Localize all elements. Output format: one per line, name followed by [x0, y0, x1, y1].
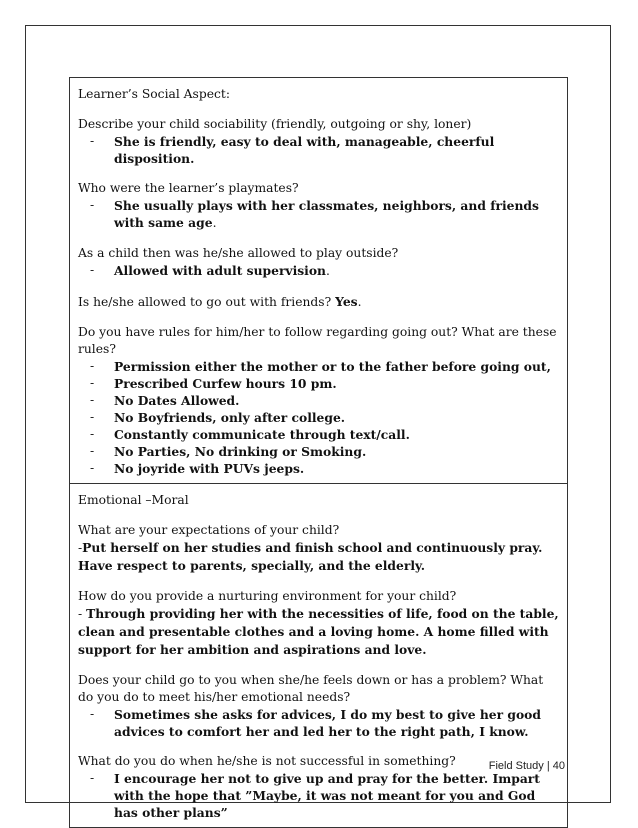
rule-item: - No Boyfriends, only after college. — [78, 409, 561, 426]
answer-not-successful: - I encourage her not to give up and pray for the better. Impart with the hope that ”Maybe, it was not meant for you and God has other plans” — [78, 770, 561, 821]
questionnaire-table — [69, 77, 568, 828]
answer-emotional-needs: - Sometimes she asks for advices, I do my best to give her good advices to comfort her and led her to the right path, I know. — [78, 706, 561, 740]
rule-item: - Constantly communicate through text/call. — [78, 426, 561, 443]
question-sociability: Describe your child sociability (friendly, outgoing or shy, loner) — [78, 117, 472, 131]
question-emotional-needs: Does your child go to you when she/he feels down or has a problem? What do you do to meet his/her emotional needs? — [78, 673, 544, 704]
answer-sociability: - She is friendly, easy to deal with, manageable, cheerful disposition. — [78, 133, 561, 167]
social-aspect-section — [70, 78, 567, 483]
question-go-out: Is he/she allowed to go out with friends? Yes. — [78, 294, 362, 309]
answer-go-out: Yes — [335, 294, 358, 309]
answer-nurturing: - Through providing her with the necessities of life, food on the table, clean and presentable clothes and a loving home. A home filled with support for her ambition and aspirations and love. — [78, 606, 559, 657]
rule-item: - Permission either the mother or to the father before going out, — [78, 358, 561, 375]
answer-play-outside: - Allowed with adult supervision. — [78, 262, 561, 280]
section-heading: Emotional –Moral — [78, 493, 189, 507]
question-nurturing: How do you provide a nurturing environment for your child? — [78, 589, 457, 603]
answer-playmates: - She usually plays with her classmates, neighbors, and friends with same age. — [78, 197, 561, 232]
section-heading: Learner’s Social Aspect: — [78, 87, 230, 101]
question-not-successful: What do you do when he/she is not successful in something? — [78, 754, 456, 768]
rule-item: - No Parties, No drinking or Smoking. — [78, 443, 561, 460]
question-play-outside: As a child then was he/she allowed to play outside? — [78, 246, 399, 260]
question-expectations: What are your expectations of your child? — [78, 523, 340, 537]
rule-item: - Prescribed Curfew hours 10 pm. — [78, 375, 561, 392]
question-rules: Do you have rules for him/her to follow regarding going out? What are these rules? — [78, 325, 557, 356]
question-playmates: Who were the learner’s playmates? — [78, 181, 299, 195]
rule-item: - No Dates Allowed. — [78, 392, 561, 409]
rules-list — [78, 358, 561, 477]
answer-expectations: -Put herself on her studies and finish school and continuously pray. Have respect to parents, specially, and the elderly. — [78, 540, 543, 573]
rule-item: - No joyride with PUVs jeeps. — [78, 460, 561, 477]
page-footer: Field Study | 40 — [488, 760, 565, 772]
emotional-moral-section — [70, 483, 567, 827]
